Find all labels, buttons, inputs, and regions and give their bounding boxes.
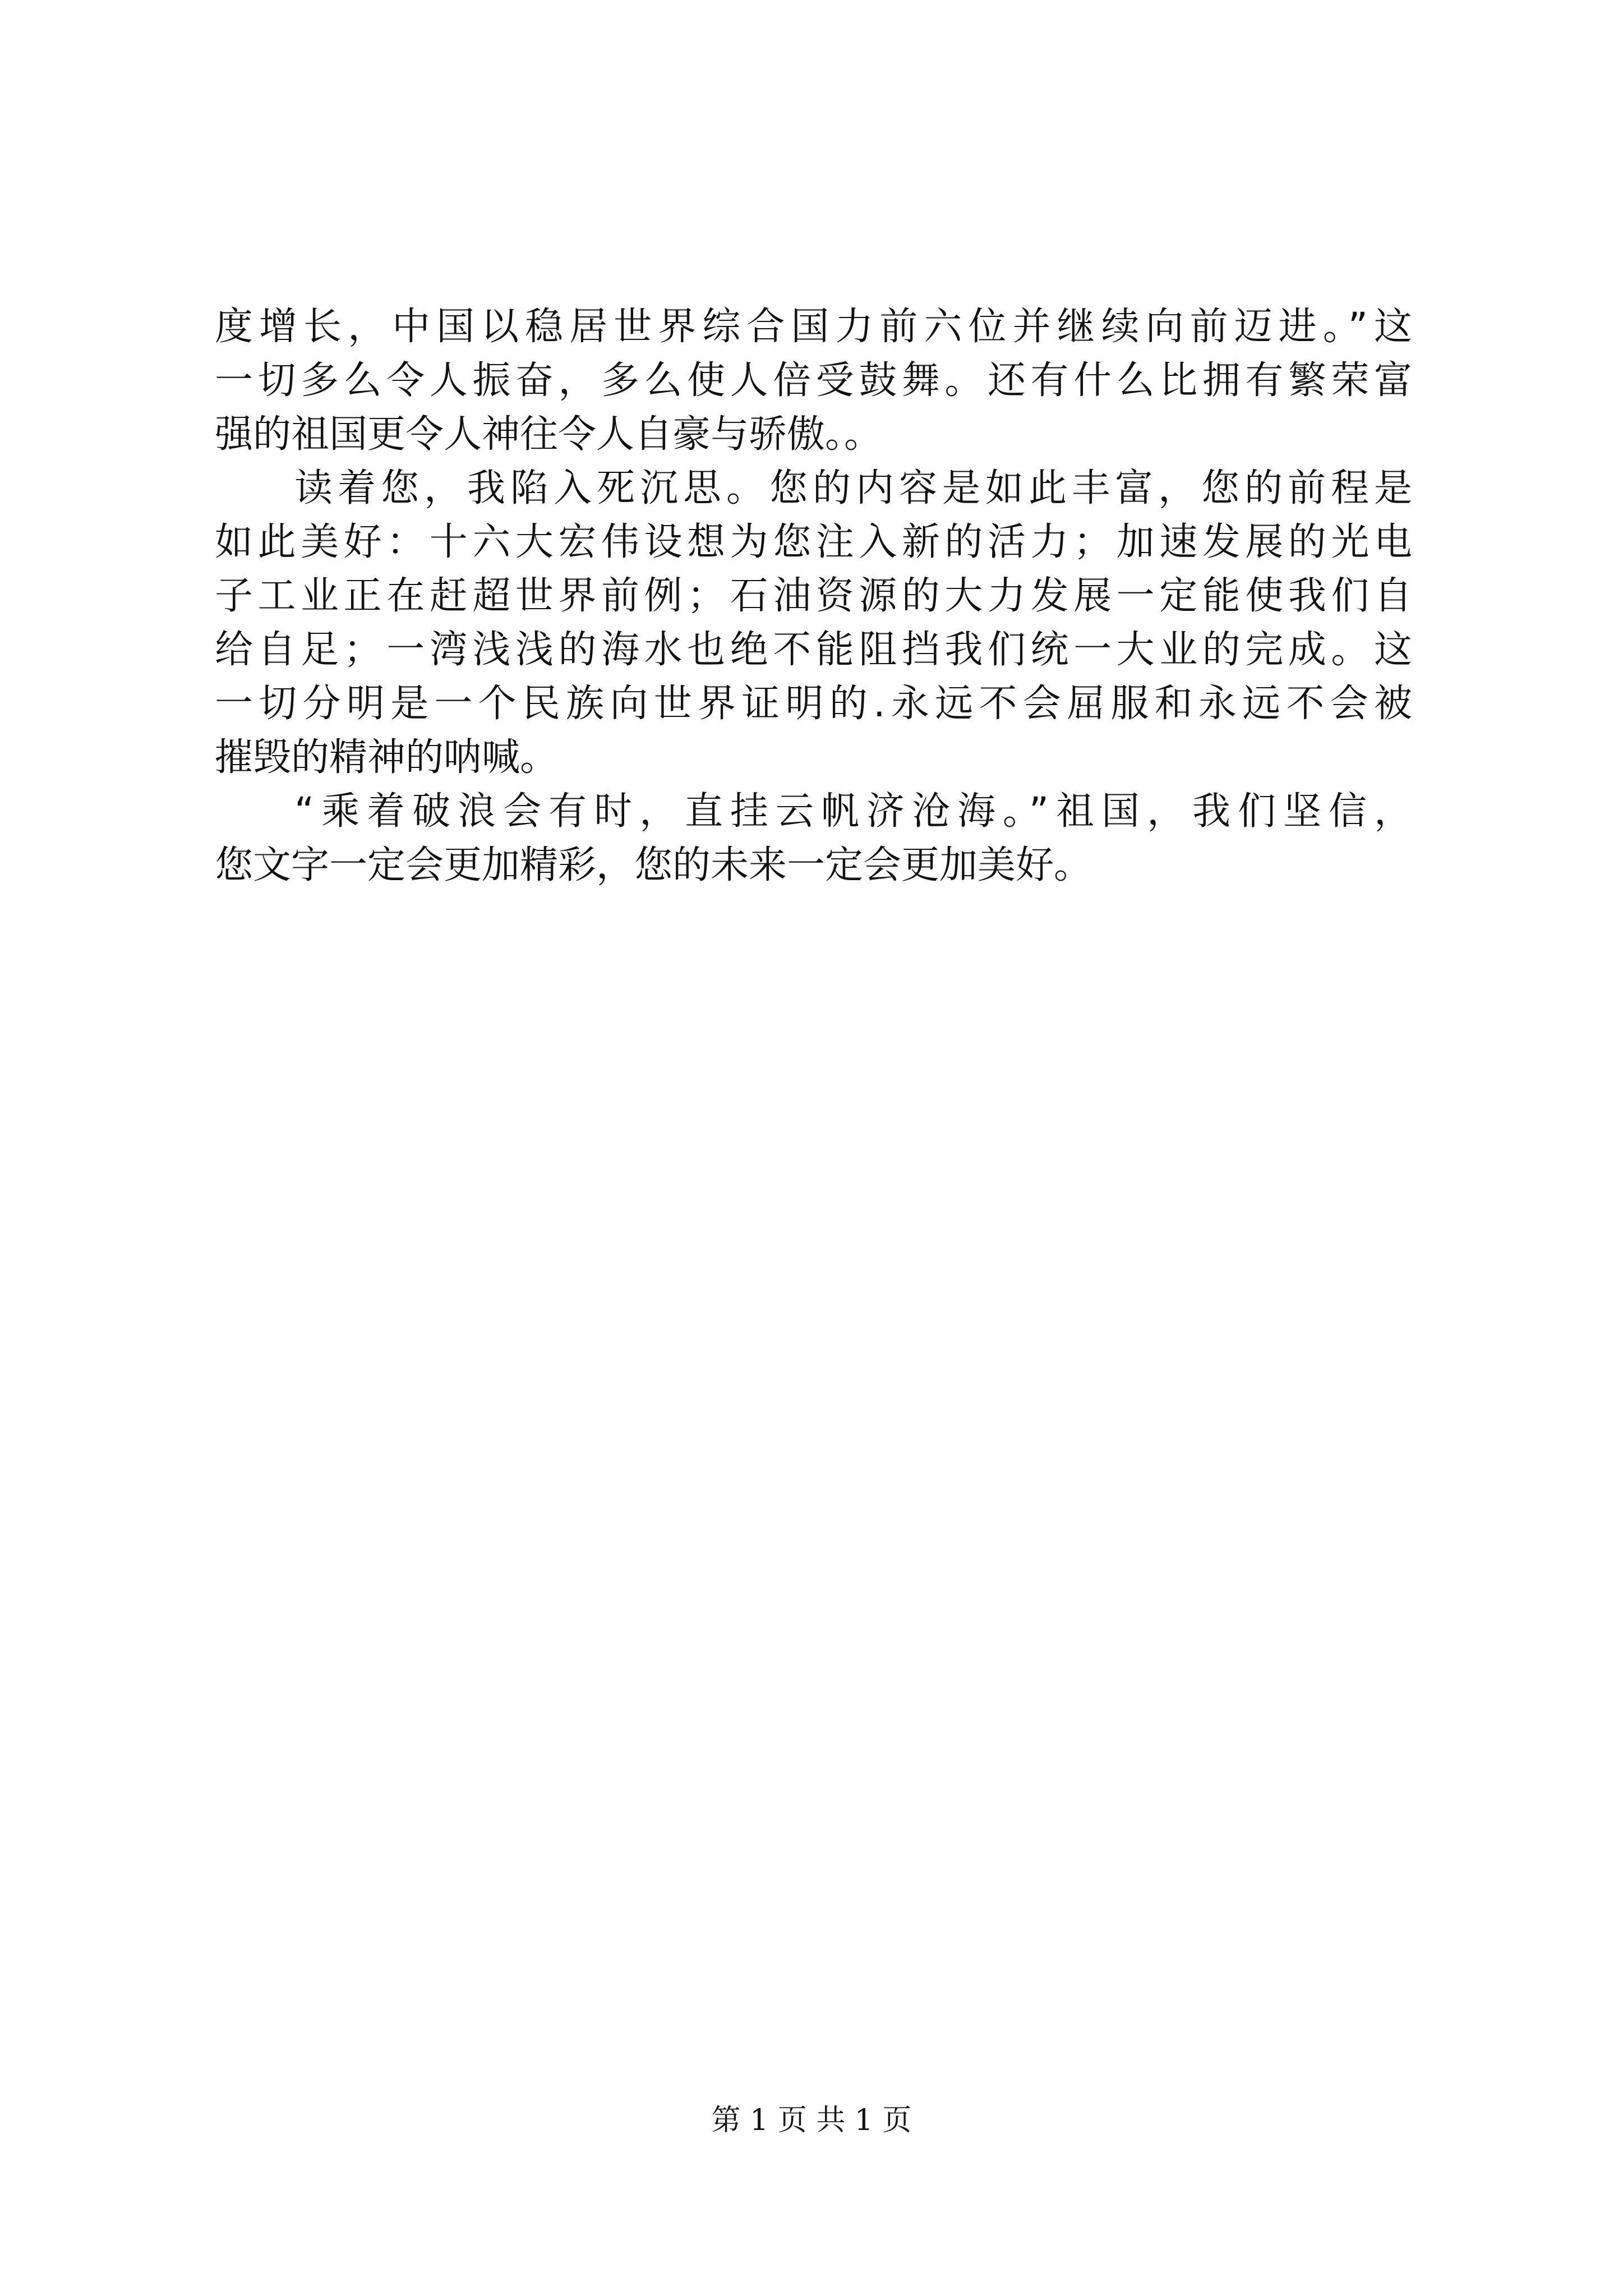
- text-line: 您文字一定会更加精彩，您的未来一定会更加美好。: [215, 843, 1092, 887]
- text-line: 度增长，中国以稳居世界综合国力前六位并继续向前迈进。”这: [215, 305, 1412, 349]
- text-line: 子工业正在赶超世界前例；石油资源的大力发展一定能使我们自: [215, 574, 1412, 618]
- text-line: 如此美好：十六大宏伟设想为您注入新的活力；加速发展的光电: [215, 520, 1412, 564]
- text-line: 给自足；一湾浅浅的海水也绝不能阻挡我们统一大业的完成。这: [215, 628, 1412, 672]
- text-line: “乘着破浪会有时，直挂云帆济沧海。”祖国，我们坚信，: [294, 789, 1412, 834]
- text-line: 一切分明是一个民族向世界证明的.永远不会屈服和永远不会被: [215, 682, 1412, 726]
- text-line: 强的祖国更令人神往令人自豪与骄傲。。: [215, 412, 883, 457]
- document-body: [215, 300, 1412, 892]
- text-line: 摧毁的精神的呐喊。: [215, 735, 559, 780]
- text-line: 读着您，我陷入死沉思。您的内容是如此丰富，您的前程是: [294, 466, 1412, 510]
- text-line: 一切多么令人振奋，多么使人倍受鼓舞。还有什么比拥有繁荣富: [215, 358, 1412, 403]
- page-number-footer: 第 1 页 共 1 页: [711, 2104, 912, 2137]
